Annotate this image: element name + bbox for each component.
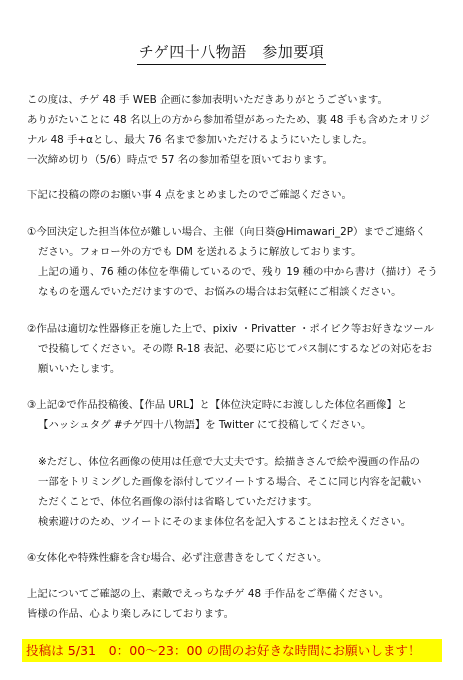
- intro-line: この度は、チゲ 48 手 WEB 企画に参加表明いただきありがとうございます。: [27, 94, 388, 106]
- note-line: ※ただし、体位名画像の使用は任意で大丈夫です。絵描きさんで絵や漫画の作品の: [38, 456, 420, 468]
- item-1-line: 上記の通り、76 種の体位を準備しているので、残り 19 種の中から書け（描け）そう: [38, 266, 438, 278]
- deadline-text: 投稿は 5/31 0：00～23：00 の間のお好きな時間にお願いします！: [26, 643, 421, 658]
- item-1-line: ださい。フォロー外の方でも DM を送れるように解放しております。: [38, 246, 362, 258]
- item-3-line: 【ハッシュタグ #チゲ四十八物語】を Twitter にて投稿してください。: [38, 419, 372, 431]
- closing-line: 上記についてご確認の上、素敵でえっちなチゲ 48 手作品をご準備ください。: [27, 588, 390, 600]
- intro-line: 一次締め切り（5/6）時点で 57 名の参加希望を頂いております。: [27, 154, 333, 166]
- note-line: ただくことで、体位名画像の添付は省略していただけます。: [38, 496, 318, 508]
- item-2-line: 願いいたします。: [38, 363, 121, 375]
- item-2-line: で投稿してください。その際 R-18 表記、必要に応じてパス制にするなどの対応をお: [38, 343, 433, 355]
- lead-text: 下記に投稿の際のお願い事 4 点をまとめましたのでご確認ください。: [27, 189, 352, 201]
- deadline-highlight: [22, 639, 442, 662]
- item-3-line: ③上記②で作品投稿後、【作品 URL】と【体位決定時にお渡しした体位名画像】と: [27, 399, 408, 411]
- note-line: 検索避けのため、ツイートにそのまま体位名を記入することはお控えください。: [38, 516, 412, 528]
- item-2-line: ②作品は適切な性器修正を施した上で、pixiv ・Privatter ・ポイピク等お好きなツール: [27, 323, 434, 335]
- page-title-text: チゲ四十八物語 参加要項: [137, 42, 326, 65]
- closing-line: 皆様の作品、心より楽しみにしております。: [27, 608, 234, 620]
- note-line: 一部をトリミングした画像を添付してツイートする場合、そこに同じ内容を記載い: [38, 476, 422, 488]
- intro-line: ナル 48 手+αとし、最大 76 名まで参加いただけるようにいたしました。: [27, 134, 373, 146]
- page-title: [0, 42, 463, 65]
- item-1-line: なものを選んでいただけますので、お悩みの場合はお気軽にご相談ください。: [38, 286, 402, 298]
- item-4-text: ④女体化や特殊性癖を含む場合、必ず注意書きをしてください。: [27, 552, 328, 564]
- item-1-line: ①今回決定した担当体位が難しい場合、主催（向日葵@Himawari_2P）までご連絡く: [27, 226, 426, 238]
- intro-line: ありがたいことに 48 名以上の方から参加希望があったため、裏 48 手も含めたオリジ: [27, 114, 430, 126]
